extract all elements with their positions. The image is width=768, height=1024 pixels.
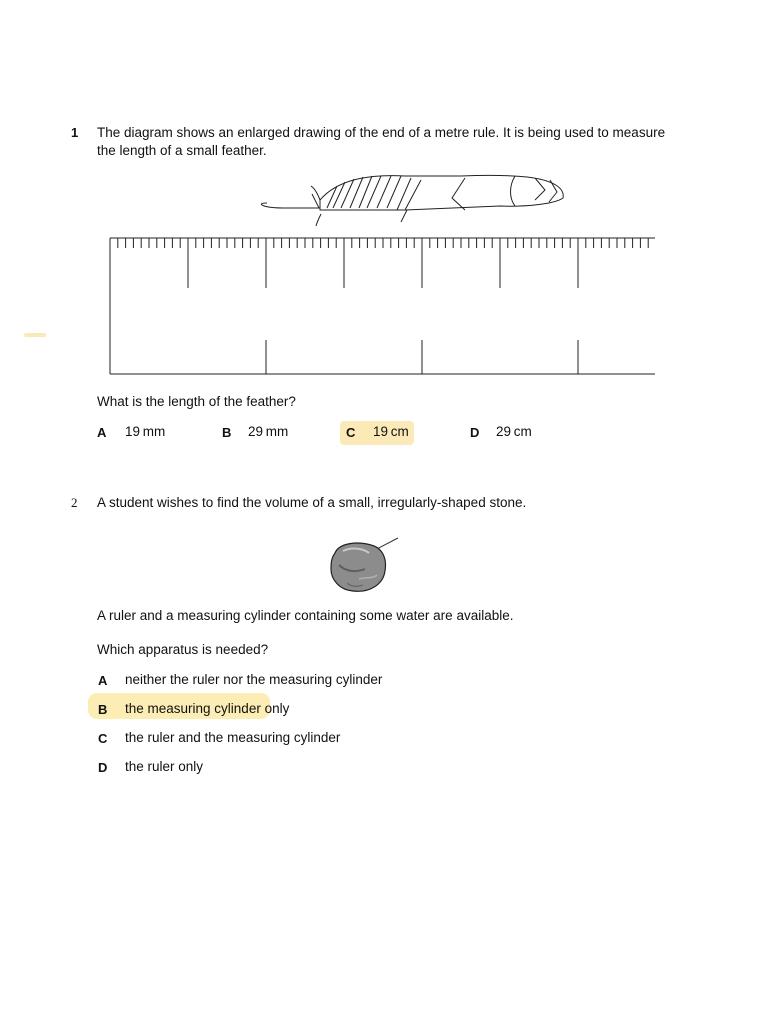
q2-option-d-text[interactable]: the ruler only — [125, 759, 204, 774]
question-1-text-line-1: The diagram shows an enlarged drawing of the end of a metre rule. It is being used to measure — [97, 125, 666, 140]
feather-drawing — [261, 175, 563, 226]
q2-option-b-letter[interactable]: B — [98, 702, 108, 717]
question-2-number: 2 — [71, 495, 78, 510]
stone-drawing — [325, 535, 405, 595]
q1-option-d-letter[interactable]: D — [470, 425, 480, 440]
q2-option-a-letter[interactable]: A — [98, 673, 108, 688]
q2-option-a-text[interactable]: neither the ruler nor the measuring cylinder — [125, 672, 383, 687]
q1-option-a-letter[interactable]: A — [97, 425, 107, 440]
q2-option-b-text[interactable]: the measuring cylinder only — [125, 701, 290, 716]
q1-option-c-text[interactable]: 19 cm — [373, 424, 409, 439]
ruler-drawing — [110, 238, 655, 374]
question-1-number: 1 — [71, 125, 79, 140]
q1-option-c-letter[interactable]: C — [346, 425, 356, 440]
question-1-prompt: What is the length of the feather? — [97, 394, 296, 409]
q1-option-a-text[interactable]: 19 mm — [125, 424, 166, 439]
question-2-text: A student wishes to find the volume of a small, irregularly-shaped stone. — [97, 495, 527, 510]
q1-option-d-text[interactable]: 29 cm — [496, 424, 532, 439]
q2-option-c-text[interactable]: the ruler and the measuring cylinder — [125, 730, 341, 745]
question-1-text-line-2: the length of a small feather. — [97, 143, 267, 158]
q1-option-b-letter[interactable]: B — [222, 425, 232, 440]
highlight-smudge — [24, 333, 46, 337]
q2-option-d-letter[interactable]: D — [98, 760, 108, 775]
metre-rule-diagram — [105, 170, 665, 380]
q1-option-b-text[interactable]: 29 mm — [248, 424, 289, 439]
question-2-prompt: Which apparatus is needed? — [97, 642, 269, 657]
q2-option-c-letter[interactable]: C — [98, 731, 108, 746]
question-2-line-1: A ruler and a measuring cylinder containing some water are available. — [97, 608, 514, 623]
